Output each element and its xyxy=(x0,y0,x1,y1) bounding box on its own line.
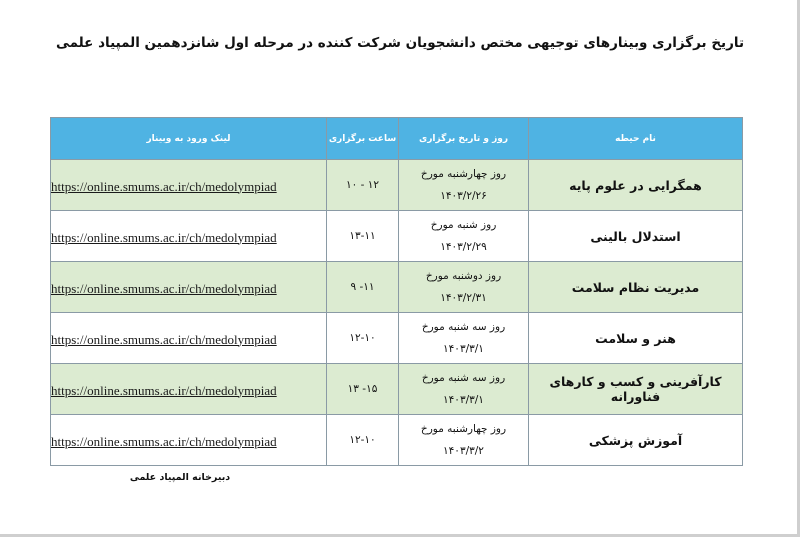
table-row xyxy=(51,160,743,211)
webinar-schedule-table xyxy=(50,117,743,466)
header-hour: ساعت برگزاری xyxy=(327,118,399,160)
row-hour: ۱۱- ۹ xyxy=(327,262,399,313)
row-link-cell xyxy=(51,415,327,466)
row-hour: ۱۲ - ۱۰ xyxy=(327,160,399,211)
row-link-cell xyxy=(51,364,327,415)
row-day: روز شنبه مورخ xyxy=(430,219,497,231)
row-date: ۱۴۰۳/۲/۲۶ xyxy=(440,190,487,202)
row-date-cell xyxy=(399,415,529,466)
row-date: ۱۴۰۳/۲/۲۹ xyxy=(440,241,487,253)
webinar-link[interactable]: https://online.smums.ac.ir/ch/medolympiad xyxy=(51,382,277,398)
row-date: ۱۴۰۳/۲/۳۱ xyxy=(440,292,487,304)
row-field-name: مدیریت نظام سلامت xyxy=(529,262,743,313)
row-day: روز سه شنبه مورخ xyxy=(421,321,506,333)
table-row xyxy=(51,415,743,466)
table-row xyxy=(51,211,743,262)
header-date: روز و تاریخ برگزاری xyxy=(399,118,529,160)
row-date-cell xyxy=(399,262,529,313)
row-hour: ۱۳-۱۱ xyxy=(327,211,399,262)
row-field-name: هنر و سلامت xyxy=(529,313,743,364)
row-link-cell xyxy=(51,211,327,262)
row-date: ۱۴۰۳/۳/۱ xyxy=(443,343,484,355)
row-hour: ۱۲-۱۰ xyxy=(327,313,399,364)
row-field-name: همگرایی در علوم پایه xyxy=(529,160,743,211)
webinar-link[interactable]: https://online.smums.ac.ir/ch/medolympiad xyxy=(51,280,277,296)
table-row xyxy=(51,262,743,313)
row-day: روز چهارشنبه مورخ xyxy=(420,423,507,435)
row-hour: ۱۲-۱۰ xyxy=(327,415,399,466)
footer-signature: دبیرخانه المپیاد علمی xyxy=(129,472,231,483)
row-date-cell xyxy=(399,160,529,211)
header-link: لینک ورود به وبینار xyxy=(51,118,327,160)
row-day: روز سه شنبه مورخ xyxy=(421,372,506,384)
row-field-name: استدلال بالینی xyxy=(529,211,743,262)
row-date-cell xyxy=(399,211,529,262)
document-title: تاریخ برگزاری وبینارهای توجیهی مختص دانشجویان شرکت کننده در مرحله اول شانزدهمین المپیاد علمی xyxy=(55,35,745,51)
table-row xyxy=(51,313,743,364)
row-date-cell xyxy=(399,364,529,415)
row-day: روز دوشنبه مورخ xyxy=(425,270,502,282)
table-row xyxy=(51,364,743,415)
row-link-cell xyxy=(51,262,327,313)
row-link-cell xyxy=(51,313,327,364)
row-date: ۱۴۰۳/۳/۱ xyxy=(443,394,484,406)
row-field-name: آموزش پزشکی xyxy=(529,415,743,466)
row-field-name: کارآفرینی و کسب و کارهای فناورانه xyxy=(529,364,743,415)
header-field: نام حیطه xyxy=(529,118,743,160)
webinar-link[interactable]: https://online.smums.ac.ir/ch/medolympiad xyxy=(51,433,277,449)
webinar-link[interactable]: https://online.smums.ac.ir/ch/medolympiad xyxy=(51,229,277,245)
webinar-link[interactable]: https://online.smums.ac.ir/ch/medolympiad xyxy=(51,331,277,347)
row-day: روز چهارشنبه مورخ xyxy=(420,168,507,180)
row-date: ۱۴۰۳/۳/۲ xyxy=(443,445,484,457)
webinar-link[interactable]: https://online.smums.ac.ir/ch/medolympiad xyxy=(51,178,277,194)
table-header-row xyxy=(51,118,743,160)
row-date-cell xyxy=(399,313,529,364)
row-link-cell xyxy=(51,160,327,211)
row-hour: ۱۵- ۱۳ xyxy=(327,364,399,415)
